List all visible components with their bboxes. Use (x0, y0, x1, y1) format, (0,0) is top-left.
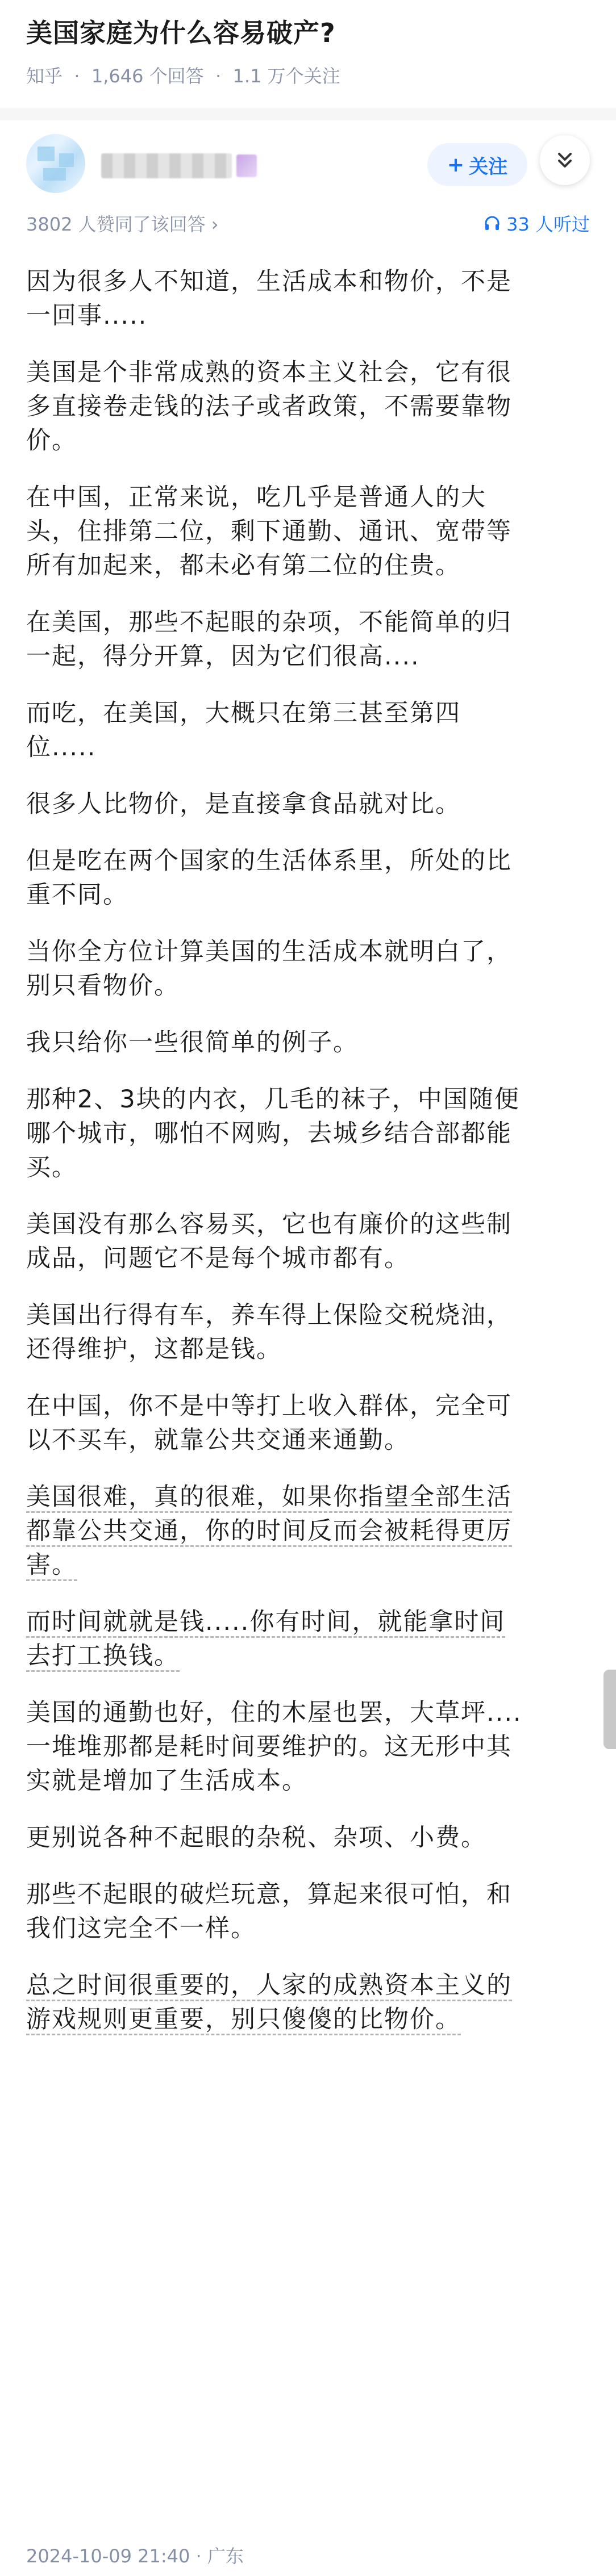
meta-sep: · (68, 65, 86, 87)
paragraph (26, 787, 589, 821)
underlined-text[interactable]: 总之时间很重要的，人家的成熟资本主义的 (26, 1971, 512, 2001)
paragraph (26, 480, 589, 583)
paragraph (26, 1877, 589, 1946)
text-line: 别只看物价。 (26, 972, 180, 1000)
underlined-text[interactable]: 害。 (26, 1551, 77, 1581)
avatar[interactable] (26, 134, 85, 193)
text-line: 但是吃在两个国家的生活体系里，所处的比 (26, 847, 512, 875)
paragraph-highlighted (26, 1605, 589, 1673)
text-line: 我只给你一些很简单的例子。 (26, 1028, 359, 1057)
text-line (26, 1480, 589, 1514)
text-line: 买。 (26, 1153, 77, 1182)
paragraph (26, 1821, 589, 1855)
plus-icon: + (447, 153, 465, 177)
author-badge-blurred (236, 154, 257, 177)
upvote-count: 3802 人赞同了该回答 (26, 214, 206, 235)
text-line: 头，住排第二位，剩下通勤、通讯、宽带等 (26, 517, 512, 546)
text-line: 以不买车，就靠公共交通来通勤。 (26, 1426, 410, 1454)
text-line: 价。 (26, 426, 77, 455)
scrollbar-thumb[interactable] (603, 1670, 616, 1749)
text-line: 多直接卷走钱的法子或者政策，不需要靠物 (26, 392, 512, 421)
text-line: 那些不起眼的破烂玩意，算起来很可怕，和 (26, 1880, 512, 1909)
author-name-blurred[interactable] (101, 153, 232, 178)
underlined-text[interactable]: 去打工换钱。 (26, 1642, 180, 1672)
author-row (0, 120, 616, 206)
text-line: 重不同。 (26, 881, 128, 909)
meta-sep: · (209, 65, 227, 87)
collapse-button[interactable] (540, 135, 590, 185)
follow-label: 关注 (469, 155, 508, 178)
text-line: 在中国，正常来说，吃几乎是普通人的大 (26, 483, 486, 512)
paragraph (26, 1298, 589, 1366)
text-line: 所有加起来，都未必有第二位的住贵。 (26, 551, 461, 580)
text-line: 一回事..... (26, 302, 148, 330)
listener-count: 33 人听过 (506, 214, 590, 235)
listen-info[interactable] (484, 210, 590, 236)
text-line: 而吃，在美国，大概只在第三甚至第四 (26, 699, 461, 727)
underlined-text[interactable]: 美国很难，真的很难，如果你指望全部生活 (26, 1483, 512, 1513)
text-line (26, 1639, 589, 1673)
text-line: 哪个城市，哪怕不网购，去城乡结合部都能 (26, 1119, 512, 1148)
paragraph (26, 1389, 589, 1457)
paragraph (26, 356, 589, 458)
follow-button[interactable] (427, 143, 527, 186)
text-line: 实就是增加了生活成本。 (26, 1767, 307, 1795)
text-line: 美国是个非常成熟的资本主义社会，它有很 (26, 358, 512, 387)
text-line: 更别说各种不起眼的杂税、杂项、小费。 (26, 1824, 486, 1852)
text-line: 成品，问题它不是每个城市都有。 (26, 1244, 410, 1273)
stats-row (0, 206, 616, 240)
text-line: 美国的通勤也好，住的木屋也罢，大草坪.... (26, 1699, 522, 1727)
question-title[interactable]: 美国家庭为什么容易破产? (26, 18, 336, 48)
paragraph-highlighted (26, 1480, 589, 1582)
answer-footer: 2024-10-09 21:40 · 广东 (26, 2545, 244, 2567)
text-line: 当你全方位计算美国的生活成本就明白了， (26, 938, 512, 966)
paragraph (26, 1696, 589, 1798)
paragraph (26, 1207, 589, 1276)
section-divider (0, 108, 616, 120)
text-line: 一起，得分开算，因为它们很高.... (26, 642, 420, 671)
paragraph (26, 935, 589, 1003)
text-line: 位..... (26, 733, 97, 762)
text-line: 还得维护，这都是钱。 (26, 1335, 282, 1364)
paragraph (26, 1082, 589, 1185)
question-meta (26, 64, 590, 89)
paragraph (26, 844, 589, 912)
text-line (26, 2002, 589, 2036)
question-header (0, 0, 616, 89)
chevron-right-icon: › (211, 214, 219, 235)
headphones-icon (484, 215, 501, 232)
text-line (26, 1968, 589, 2002)
paragraph (26, 605, 589, 674)
text-line: 一堆堆那都是耗时间要维护的。这无形中其 (26, 1733, 512, 1761)
underlined-text[interactable]: 游戏规则更重要，别只傻傻的比物价。 (26, 2005, 461, 2035)
text-line: 美国没有那么容易买，它也有廉价的这些制 (26, 1210, 512, 1239)
paragraph-highlighted (26, 1968, 589, 2036)
paragraph (26, 1026, 589, 1060)
text-line: 我们这完全不一样。 (26, 1914, 256, 1943)
follower-count: 1.1 万个关注 (232, 65, 340, 87)
text-line: 在中国，你不是中等打上收入群体，完全可 (26, 1392, 512, 1420)
text-line: 在美国，那些不起眼的杂项，不能简单的归 (26, 608, 512, 637)
paragraph (26, 696, 589, 764)
answer-count[interactable]: 1,646 个回答 (91, 65, 204, 87)
source-label: 知乎 (26, 65, 63, 87)
answer-content (26, 265, 589, 2059)
text-line (26, 1605, 589, 1639)
text-line: 因为很多人不知道，生活成本和物价，不是 (26, 267, 512, 296)
text-line: 美国出行得有车，养车得上保险交税烧油， (26, 1301, 512, 1329)
text-line: 很多人比物价，是直接拿食品就对比。 (26, 790, 461, 818)
underlined-text[interactable]: 都靠公共交通，你的时间反而会被耗得更厉 (26, 1517, 512, 1547)
text-line (26, 1548, 589, 1582)
paragraph (26, 265, 589, 333)
text-line (26, 1514, 589, 1548)
text-line: 那种2、3块的内衣，几毛的袜子，中国随便 (26, 1085, 520, 1114)
upvote-info[interactable] (26, 210, 219, 236)
double-chevron-down-icon (553, 149, 576, 172)
underlined-text[interactable]: 而时间就就是钱.....你有时间，就能拿时间 (26, 1608, 505, 1638)
